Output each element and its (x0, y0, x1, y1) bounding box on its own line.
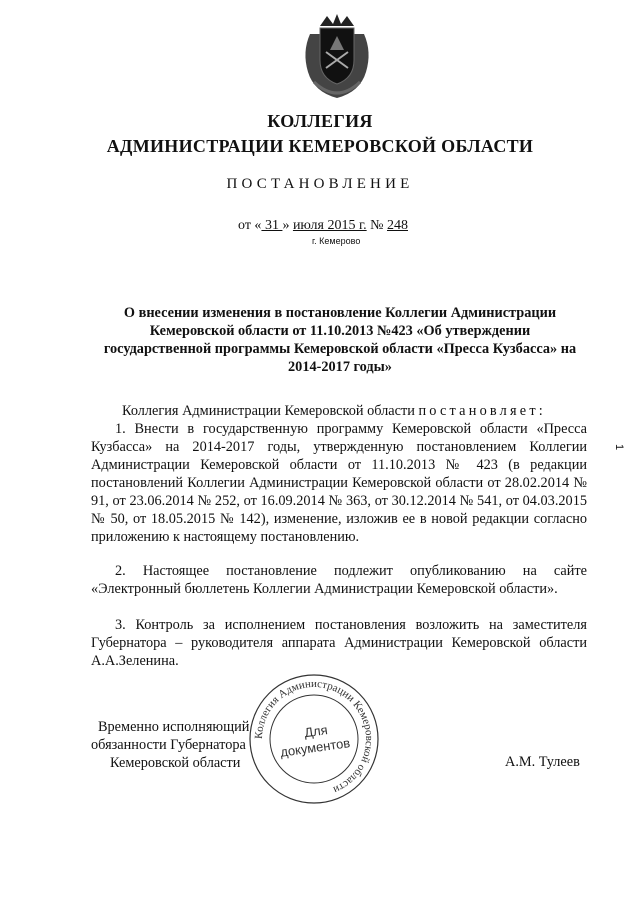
stamp-center-line1: Для (303, 722, 329, 741)
document-type: ПОСТАНОВЛЕНИЕ (226, 176, 414, 192)
item-3: 3. Контроль за исполнением постановления возложить на заместителя Губернатора – руководителя аппарата Администрации Кемеровской области А.А.Зеленина. (91, 617, 587, 669)
intro-paragraph (122, 402, 592, 420)
date-line (238, 218, 408, 234)
official-stamp (247, 672, 381, 806)
date-day: 31 (261, 218, 283, 233)
intro-text: Коллегия Администрации Кемеровской области (122, 403, 419, 419)
document-number: 248 (387, 218, 408, 233)
number-sign: № (366, 218, 387, 233)
item-2: 2. Настоящее постановление подлежит опубликованию на сайте «Электронный бюллетень Коллегии Администрации Кемеровской области». (91, 563, 587, 597)
item-1: 1. Внести в государственную программу Кемеровской области «Пресса Кузбасса» на 2014-2017 годы, утвержденную постановлением Коллегии Администрации Кемеровской области от 11.10.2013 № 423 (в редакции постановлений Коллегии Администрации Кемеровской области от 28.02.2014 № 91, от 23.06.2014 № 252, от 16.09.2014 № 363, от 30.12.2014 № 541, от 04.03.2015 № 50, от 18.05.2015 № 142), изменение, изложив ее в новой редакции согласно приложению к настоящему постановлению. (91, 421, 587, 545)
date-month-year: июля 2015 г. (292, 218, 367, 233)
stamp-ring-path: Коллегия Администрации Кемеровской области (252, 677, 376, 796)
date-mid: » (282, 218, 293, 233)
city: г. Кемерово (312, 236, 361, 246)
decree-word: постановляет: (418, 403, 546, 419)
date-prefix: от « (238, 218, 262, 233)
signature-title-line2: обязанности Губернатора (91, 737, 246, 753)
page-number: 1 (613, 444, 625, 451)
org-name-line1: КОЛЛЕГИЯ (267, 111, 373, 131)
document-title: О внесении изменения в постановление Коллегии Администрации Кемеровской области от 11.10.2013 №423 «Об утверждении государственной программы Кемеровской области «Пресса Кузбасса» на 2014-2017 годы» (103, 305, 577, 375)
signature-title-line1: Временно исполняющий (98, 719, 250, 735)
coat-of-arms-icon (300, 12, 374, 100)
org-name-line2: АДМИНИСТРАЦИИ КЕМЕРОВСКОЙ ОБЛАСТИ (106, 136, 534, 156)
signatory-name: А.М. Тулеев (505, 754, 580, 770)
stamp-center-line2: документов (279, 735, 352, 760)
signature-title-line3: Кемеровской области (110, 755, 241, 771)
